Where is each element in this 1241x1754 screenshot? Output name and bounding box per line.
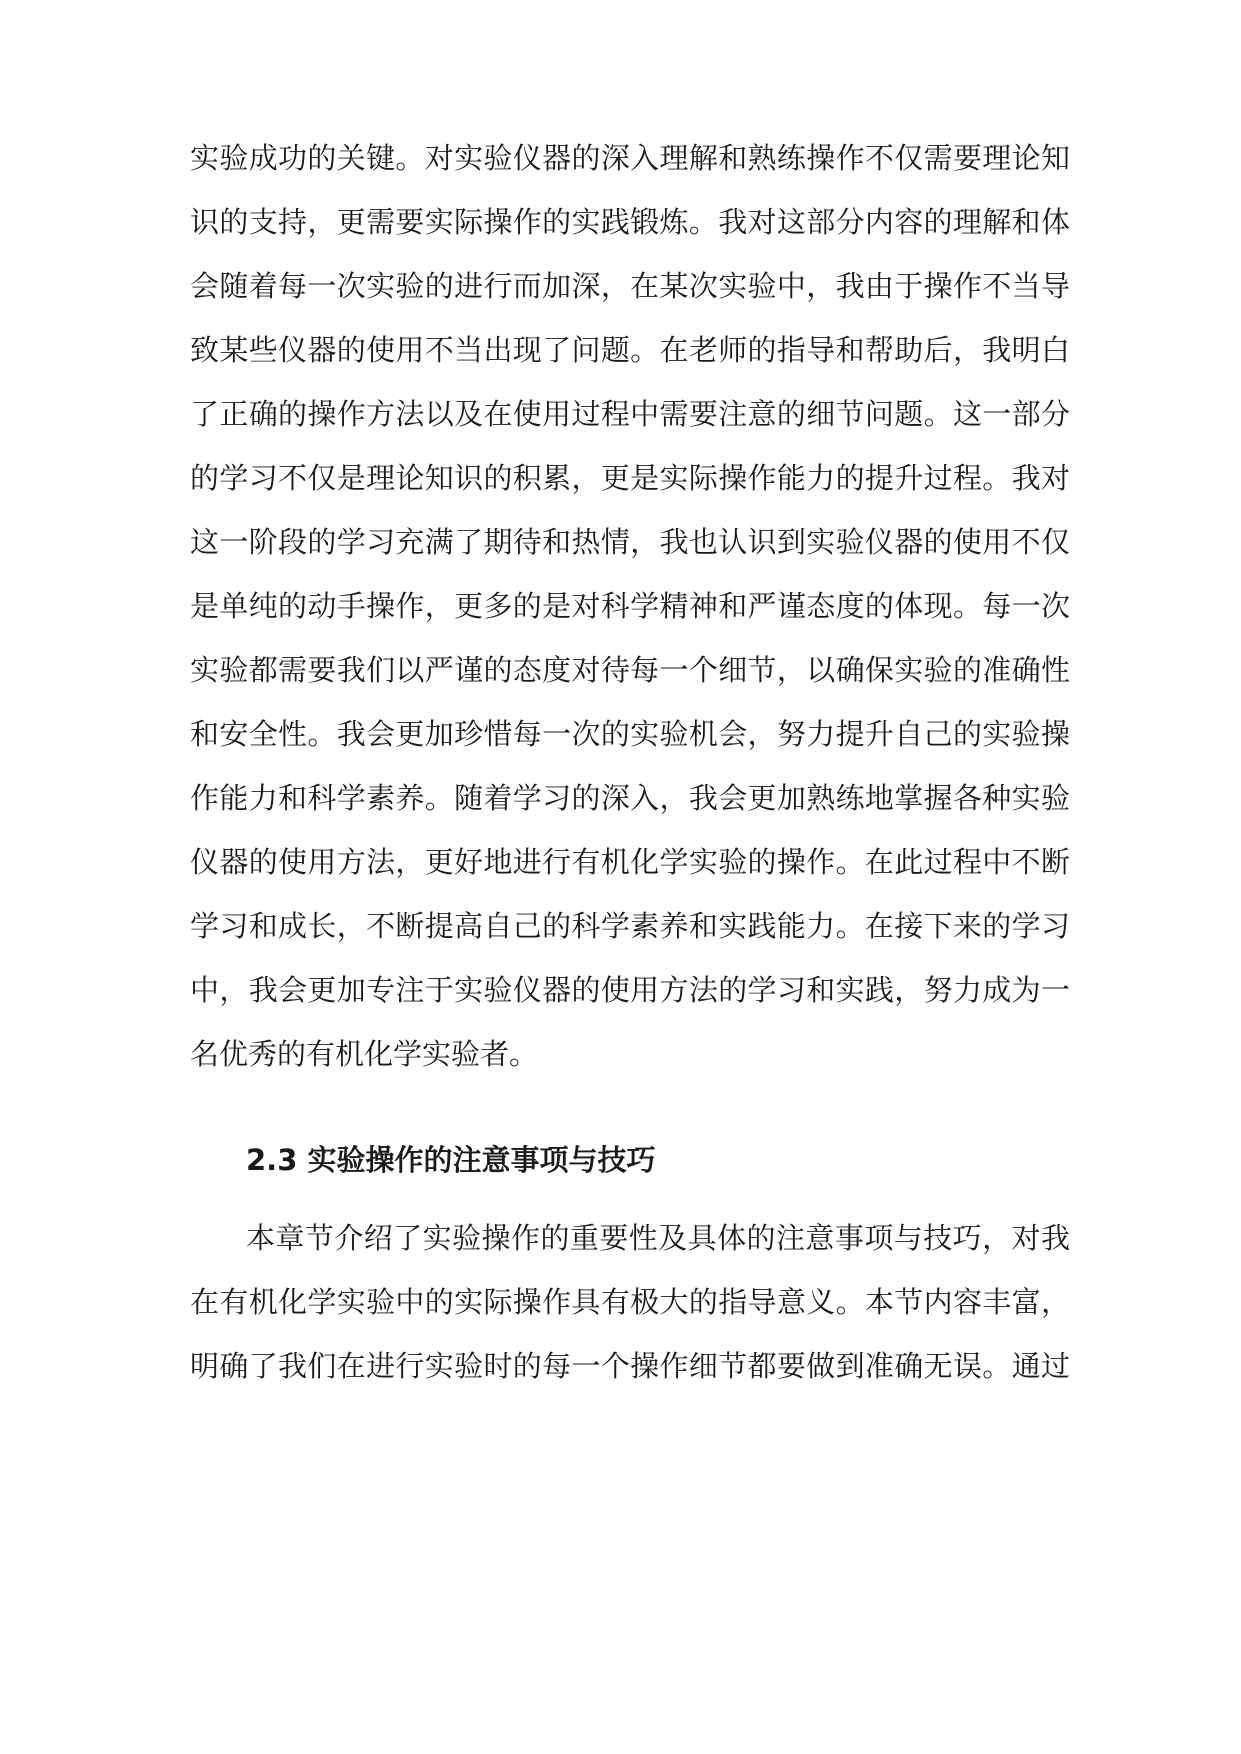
section-heading: 2.3 实验操作的注意事项与技巧 (246, 1143, 656, 1177)
text-line: 的学习不仅是理论知识的积累，更是实际操作能力的提升过程。我对 (190, 461, 1070, 495)
text-line: 作能力和科学素养。随着学习的深入，我会更加熟练地掌握各种实验 (190, 781, 1070, 815)
text-line: 仪器的使用方法，更好地进行有机化学实验的操作。在此过程中不断 (190, 845, 1070, 879)
text-line: 实验都需要我们以严谨的态度对待每一个细节，以确保实验的准确性 (190, 653, 1070, 687)
text-line: 中，我会更加专注于实验仪器的使用方法的学习和实践，努力成为一 (190, 973, 1070, 1007)
text-line: 这一阶段的学习充满了期待和热情，我也认识到实验仪器的使用不仅 (190, 525, 1070, 559)
text-line: 在有机化学实验中的实际操作具有极大的指导意义。本节内容丰富， (190, 1285, 1070, 1319)
text-line: 会随着每一次实验的进行而加深，在某次实验中，我由于操作不当导 (190, 269, 1070, 303)
text-line: 实验成功的关键。对实验仪器的深入理解和熟练操作不仅需要理论知 (190, 141, 1070, 175)
text-line: 了正确的操作方法以及在使用过程中需要注意的细节问题。这一部分 (190, 397, 1070, 431)
text-line: 致某些仪器的使用不当出现了问题。在老师的指导和帮助后，我明白 (190, 333, 1070, 367)
text-line: 名优秀的有机化学实验者。 (190, 1037, 539, 1071)
text-line: 和安全性。我会更加珍惜每一次的实验机会，努力提升自己的实验操 (190, 717, 1070, 751)
text-line: 本章节介绍了实验操作的重要性及具体的注意事项与技巧，对我 (246, 1221, 1070, 1255)
text-line: 明确了我们在进行实验时的每一个操作细节都要做到准确无误。通过 (190, 1349, 1070, 1383)
text-line: 学习和成长，不断提高自己的科学素养和实践能力。在接下来的学习 (190, 909, 1070, 943)
text-line: 识的支持，更需要实际操作的实践锻炼。我对这部分内容的理解和体 (190, 205, 1070, 239)
text-line: 是单纯的动手操作，更多的是对科学精神和严谨态度的体现。每一次 (190, 589, 1070, 623)
